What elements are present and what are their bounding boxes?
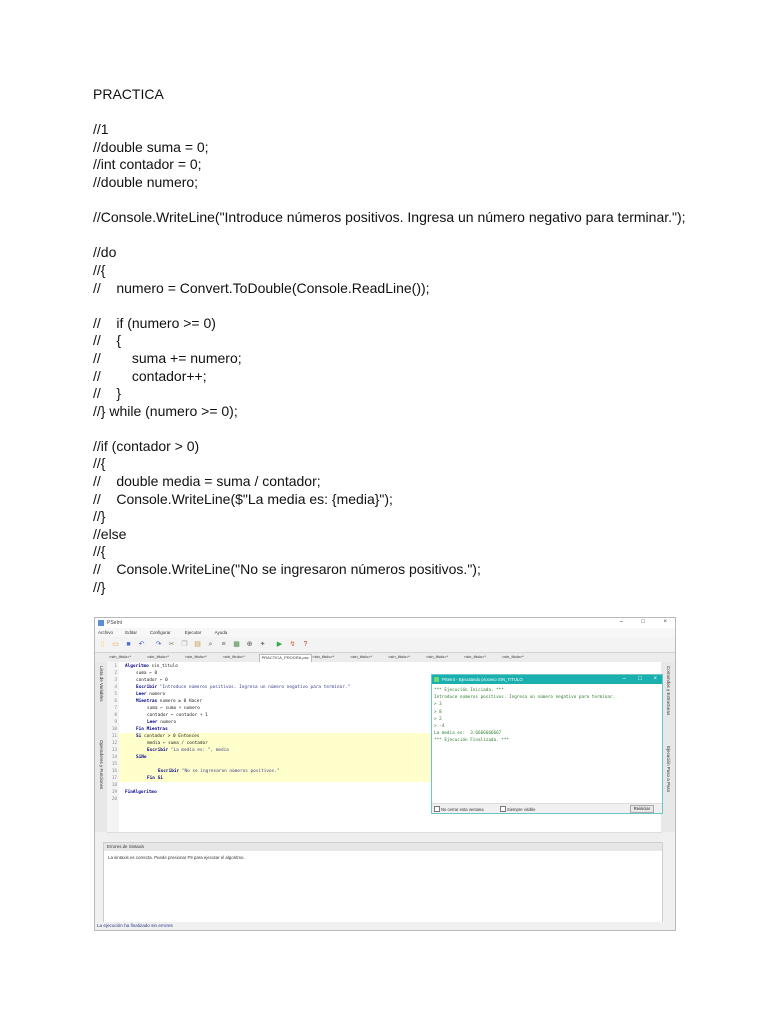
code-keyword: Escribir [147,748,169,753]
redo-icon[interactable]: ↷ [155,641,162,648]
file-tab[interactable]: <sin_titulo>* [501,654,524,659]
always-visible-checkbox[interactable]: Siempre visible [500,806,535,812]
syntax-errors-message: La sintaxis es correcta. Puede presionar F9 para ejecutar el algoritmo. [108,855,245,860]
document-line: // } [93,385,122,402]
code-keyword: Si [136,734,142,739]
step-by-step-panel-label[interactable]: Ejecución Paso a Paso [666,746,671,793]
maximize-icon[interactable]: □ [641,619,645,625]
file-tabs [95,653,675,662]
code-text: numero ≥ 0 Hacer [157,699,203,704]
code-keyword: Fin Mientras [136,727,168,732]
step-icon[interactable]: ↯ [289,641,296,648]
document-text [93,86,693,596]
line-number: 15 [111,762,117,767]
line-number: 6 [114,699,117,704]
code-line[interactable] [107,663,662,670]
document-line: //Console.WriteLine("Introduce números positivos. Ingresa un número negativo para terminar."); [93,209,686,226]
open-file-icon[interactable]: ▭ [112,641,119,648]
right-side-panel [661,662,675,832]
code-keyword: Leer [136,692,147,697]
document-line: //double numero; [93,173,199,190]
commands-panel-label[interactable]: Comandos y Estructuras [666,666,671,716]
code-text: contador > 0 Entonces [141,734,200,739]
console-output-line: > -4 [434,724,445,729]
copy-icon[interactable]: ❐ [181,641,188,648]
document-line: //{ [93,261,106,278]
new-file-icon[interactable]: ▯ [100,641,105,648]
debug-icon[interactable]: ✦ [259,641,266,648]
document-line [93,297,693,315]
syntax-errors-title: Errores de Sintaxis [104,843,662,851]
line-number: 14 [111,755,117,760]
code-keyword: Algoritmo [125,664,149,669]
app-icon [98,620,104,626]
no-close-checkbox[interactable]: No cerrar esta ventana [434,806,484,812]
line-number: 9 [114,720,117,725]
document-line: //int contador = 0; [93,156,202,173]
flow-icon[interactable]: ▦ [233,641,240,648]
file-tab[interactable]: <sin_titulo>* [388,654,411,659]
document-line [93,192,693,210]
pseint-screenshot [94,617,676,931]
menu-item-archivo[interactable]: Archivo [98,630,114,635]
code-text: suma ← 0 [136,671,158,676]
console-output-line: Introduce números positivos. Ingresa un número negativo para terminar. [434,695,616,701]
syntax-errors-panel [103,842,663,924]
file-tab[interactable]: <sin_titulo>* [463,654,486,659]
code-text: media ← suma / contador [147,741,208,746]
line-number: 4 [114,685,117,690]
line-number: 10 [111,727,117,732]
code-text: numero [146,692,166,697]
document-line: // double media = suma / contador; [93,473,321,490]
document-heading: PRACTICA [93,86,164,102]
window-titlebar [95,618,675,628]
line-number: 17 [111,776,117,781]
file-tab[interactable]: <sin_titulo>* [312,654,335,659]
minimize-icon[interactable]: – [619,619,623,625]
line-number: 3 [114,678,117,683]
line-number: 1 [114,664,117,669]
console-minimize-icon[interactable]: – [622,676,626,682]
file-tab[interactable]: <sin_titulo>* [146,654,169,659]
window-title: PSeInt [107,620,123,626]
file-tab[interactable]: <sin_titulo>* [350,654,373,659]
menu-item-editar[interactable]: Editar [125,630,137,635]
document-line: //else [93,525,127,542]
close-icon[interactable]: × [663,619,667,625]
restart-button[interactable]: Reiniciar [630,805,654,813]
document-line: //} [93,578,106,595]
code-text: "No se ingresaron números positivos." [179,769,280,774]
document-line: //if (contador > 0) [93,437,200,454]
document-line: // Console.WriteLine($"La media es: {media}"); [93,490,393,507]
file-tab[interactable]: PRACTICA_PROGRA.psc [259,654,312,662]
console-maximize-icon[interactable]: □ [638,676,642,682]
code-keyword: Escribir [158,769,180,774]
execution-console-window [431,674,663,814]
document-line [93,104,693,122]
code-text: "Introduce números positivos. Ingresa un número negativo para terminar." [157,685,351,690]
code-text: sin_titulo [148,664,178,669]
file-tab[interactable]: <sin_titulo>* [426,654,449,659]
document-line: // Console.WriteLine("No se ingresaron números positivos."); [93,561,481,578]
console-titlebar [432,675,662,684]
console-output-line: *** Ejecución Finalizada. *** [434,738,510,744]
cut-icon[interactable]: ✂ [168,641,175,648]
menu-item-configurar[interactable]: Configurar [149,630,171,635]
file-tab[interactable]: <sin_titulo>* [109,654,132,659]
document-line: // numero = Convert.ToDouble(Console.ReadLine()); [93,279,430,296]
line-number: 2 [114,671,117,676]
file-tab[interactable]: <sin_titulo>* [222,654,245,659]
console-title: PSeInt - Ejecutando proceso SIN_TITULO [442,677,523,682]
search-icon[interactable]: ⌕ [208,641,213,648]
line-number: 19 [111,790,117,795]
code-keyword: FinAlgoritmo [125,790,157,795]
document-line: //1 [93,121,109,138]
undo-icon[interactable]: ↶ [138,641,145,648]
line-number: 8 [114,713,117,718]
help-icon[interactable]: ? [303,641,308,648]
console-footer [432,803,662,813]
line-number: 11 [111,734,117,739]
console-close-icon[interactable]: × [653,676,657,682]
operators-panel-label[interactable]: Operadores y Funciones [99,740,104,790]
document-line: //do [93,244,117,261]
left-side-panel [95,662,107,832]
document-line [93,227,693,245]
code-text: numero [157,720,177,725]
line-number: 16 [111,769,117,774]
console-app-icon [434,677,439,682]
console-output-line: *** Ejecución Iniciada. *** [434,688,504,693]
document-line: // if (numero >= 0) [93,314,216,331]
zoom-icon[interactable]: ⊕ [246,641,253,648]
toolbar [95,637,675,653]
code-text: contador ← contador + 1 [147,713,208,718]
code-keyword: Fin Si [147,776,163,781]
save-icon[interactable]: ■ [126,641,131,648]
console-output-line: > 3 [434,702,442,708]
document-line: //} [93,508,106,525]
document-line: // { [93,332,122,349]
variables-panel-label[interactable]: Lista de Variables [99,666,104,702]
code-keyword: Escribir [136,685,158,690]
indent-icon[interactable]: ≡ [221,641,226,648]
document-line: //double suma = 0; [93,138,209,155]
horizontal-scrollbar[interactable] [107,832,662,839]
document-line [93,420,693,438]
console-output-line: La media es: 3.6666666667 [434,731,502,737]
run-icon[interactable]: ▶ [276,641,283,648]
document-line: //{ [93,455,106,472]
line-number: 20 [111,797,117,802]
code-keyword: Mientras [136,699,158,704]
menu-bar [95,628,675,637]
line-number: 18 [111,783,117,788]
document-line: // contador++; [93,367,207,384]
line-number: 12 [111,741,117,746]
document-line: // suma += numero; [93,349,242,366]
code-text: contador ← 0 [136,678,168,683]
menu-item-ayuda[interactable]: Ayuda [214,630,228,635]
line-number: 13 [111,748,117,753]
document-line: //} while (numero >= 0); [93,402,238,419]
status-bar: La ejecución ha finalizado sin errores [95,922,675,930]
code-text: suma ← suma + numero [147,706,200,711]
console-output-line: > 2 [434,716,442,722]
code-text: "La media es: ", media [168,748,229,753]
paste-icon[interactable]: ▤ [194,641,201,648]
menu-item-ejecutar[interactable]: Ejecutar [184,630,202,635]
line-number: 7 [114,706,117,711]
line-number: 5 [114,692,117,697]
code-keyword: SiNo [136,755,147,760]
code-keyword: Leer [147,720,158,725]
document-line: //{ [93,543,106,560]
file-tab[interactable]: <sin_titulo>* [184,654,207,659]
console-output-line: > 8 [434,709,442,715]
